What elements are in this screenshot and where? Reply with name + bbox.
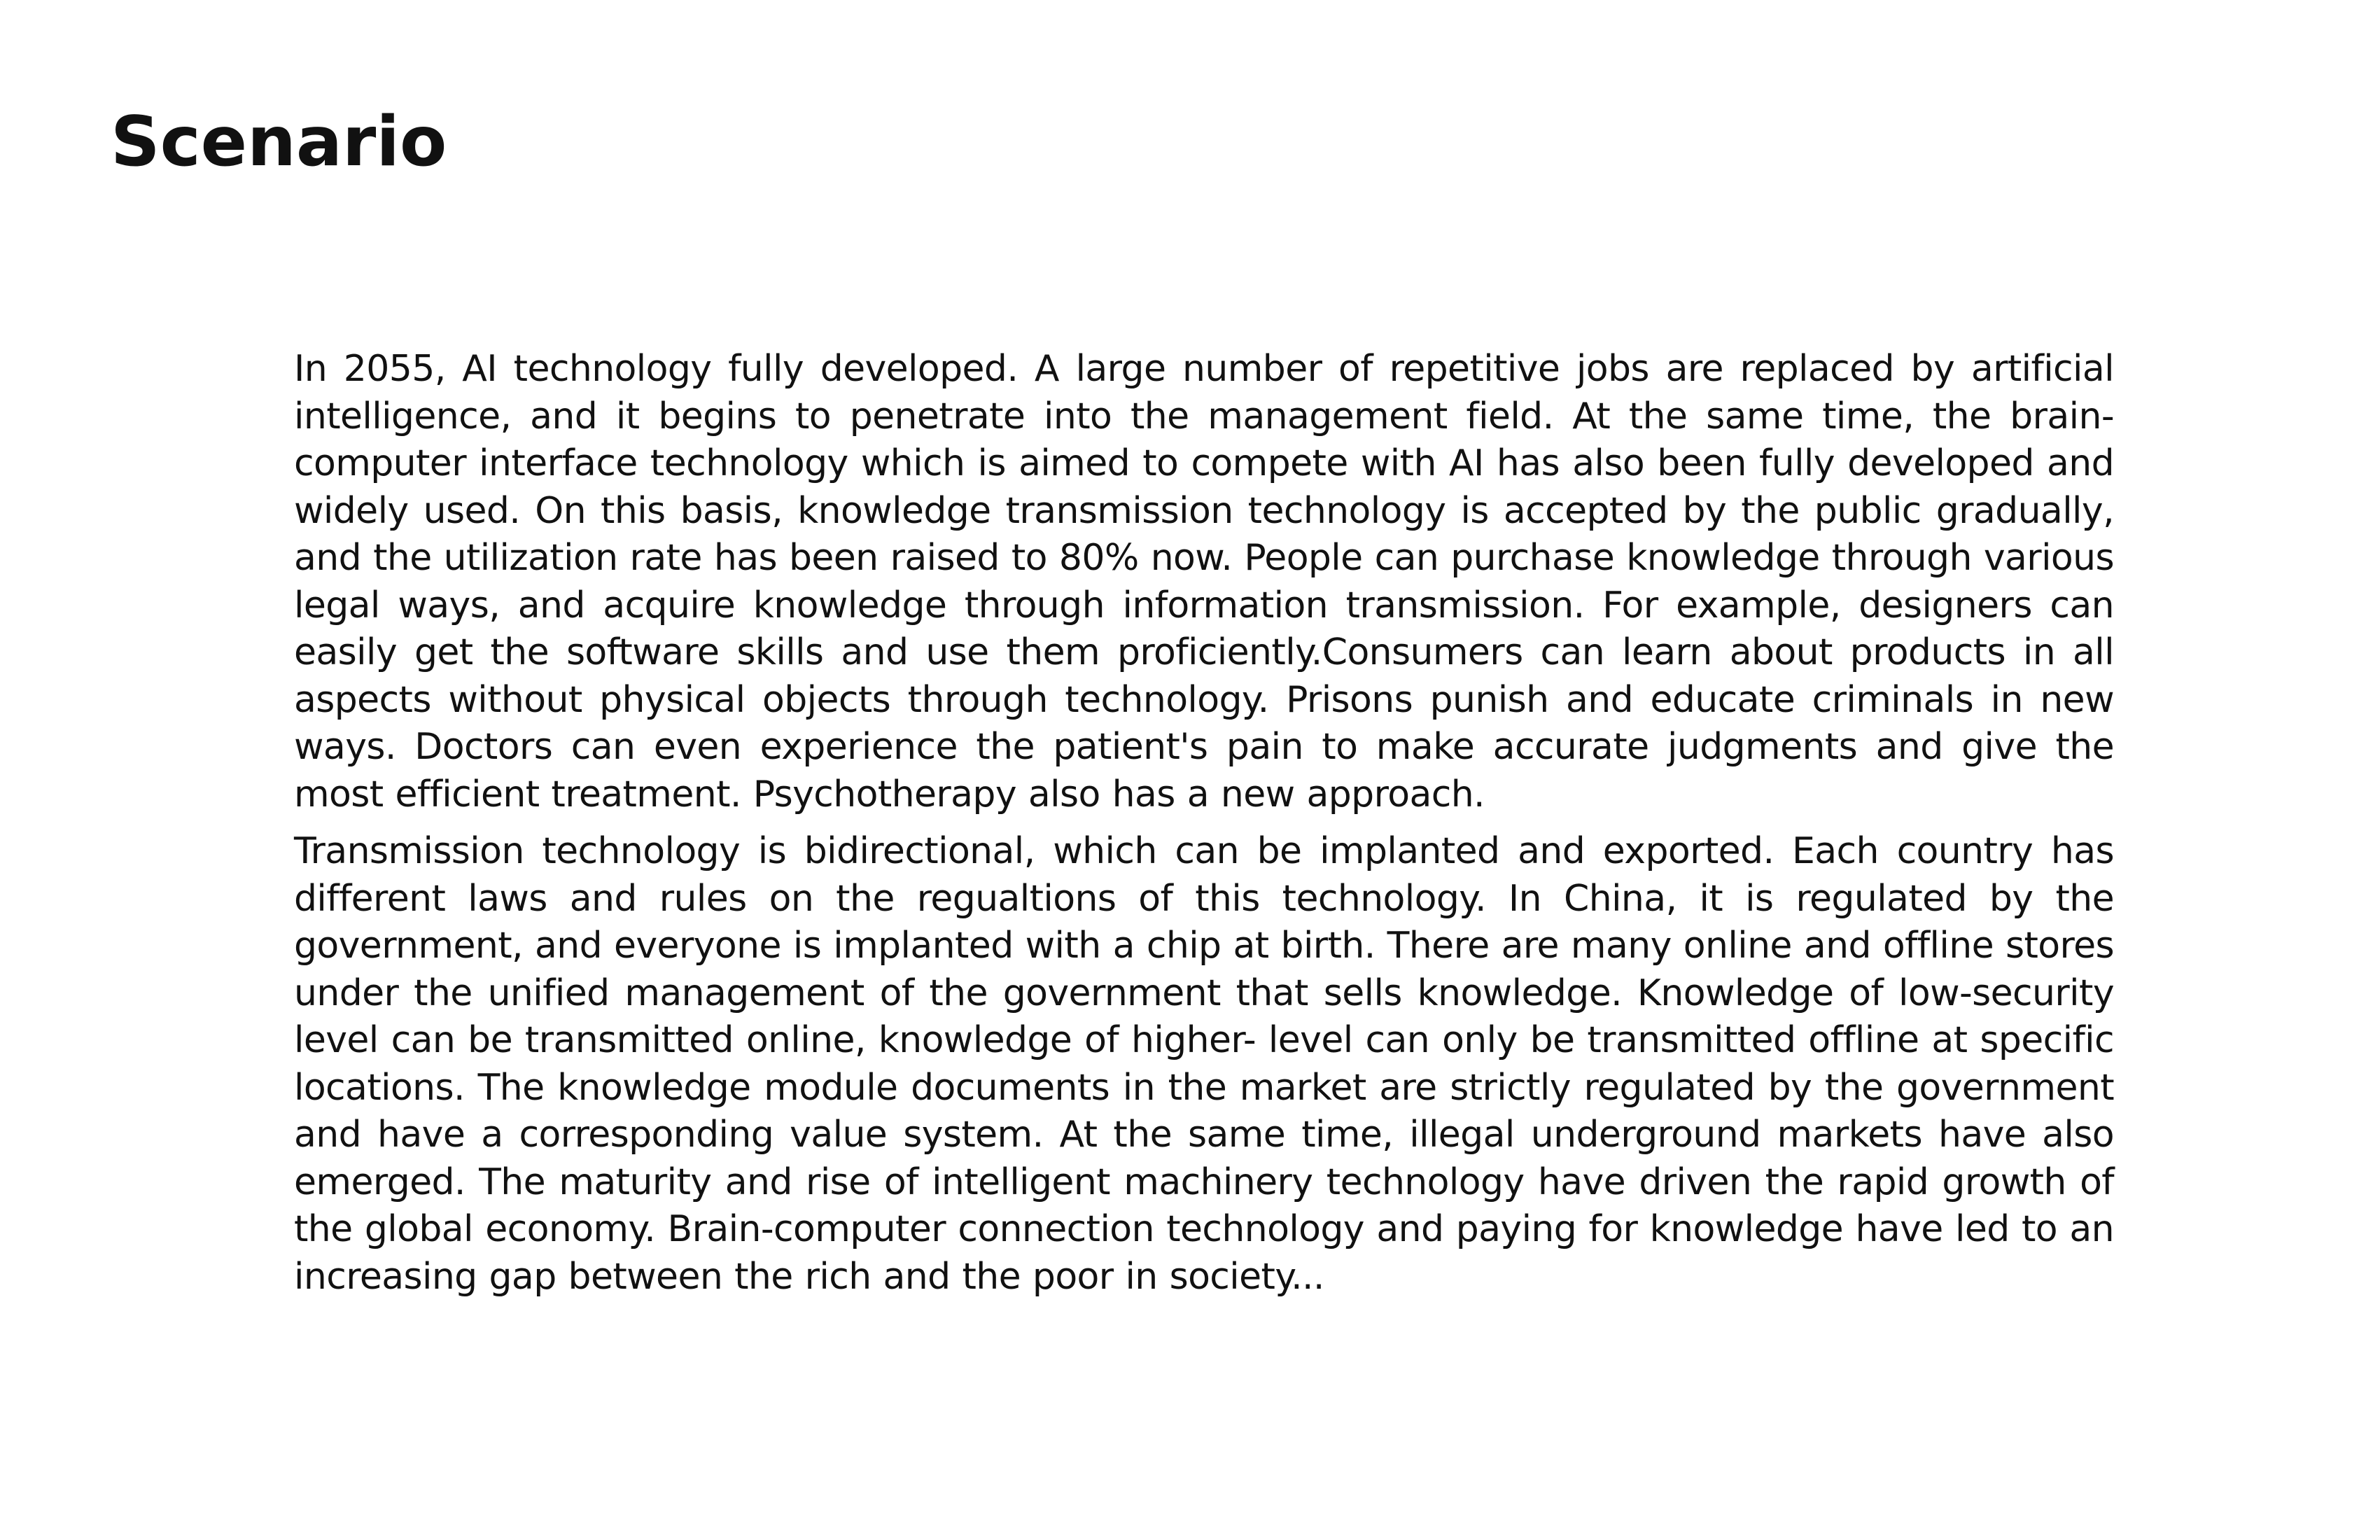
- page-title: Scenario: [111, 102, 447, 182]
- scenario-paragraph-2: Transmission technology is bidirectional, which can be implanted and exported. Each country has different laws and rules on the regualtions of this technology. In China, it is regulated by the government, and everyone is implanted with a chip at birth. There are many online and offline stores under the unified management of the government that sells knowledge. Knowledge of low-security level can be transmitted online, knowledge of higher- level can only be transmitted offline at specific locations. The knowledge module documents in the market are strictly regulated by the government and have a corresponding value system. At the same time, illegal underground markets have also emerged. The maturity and rise of intelligent machinery technology have driven the rapid growth of the global economy. Brain-computer connection technology and paying for knowledge have led to an increasing gap between the rich and the poor in society...: [294, 830, 2114, 1298]
- scenario-paragraph-1: In 2055, AI technology fully developed. A large number of repetitive jobs are replaced by artificial intelligence, and it begins to penetrate into the management field. At the same time, the brain-computer interface technology which is aimed to compete with AI has also been fully developed and widely used. On this basis, knowledge transmission technology is accepted by the public gradually, and the utilization rate has been raised to 80% now. People can purchase knowledge through various legal ways, and acquire knowledge through information transmission. For example, designers can easily get the software skills and use them proficiently.Consumers can learn about products in all aspects without physical objects through technology. Prisons punish and educate criminals in new ways. Doctors can even experience the patient's pain to make accurate judgments and give the most efficient treatment. Psychotherapy also has a new approach.: [294, 348, 2114, 816]
- scenario-body: [294, 346, 2114, 1301]
